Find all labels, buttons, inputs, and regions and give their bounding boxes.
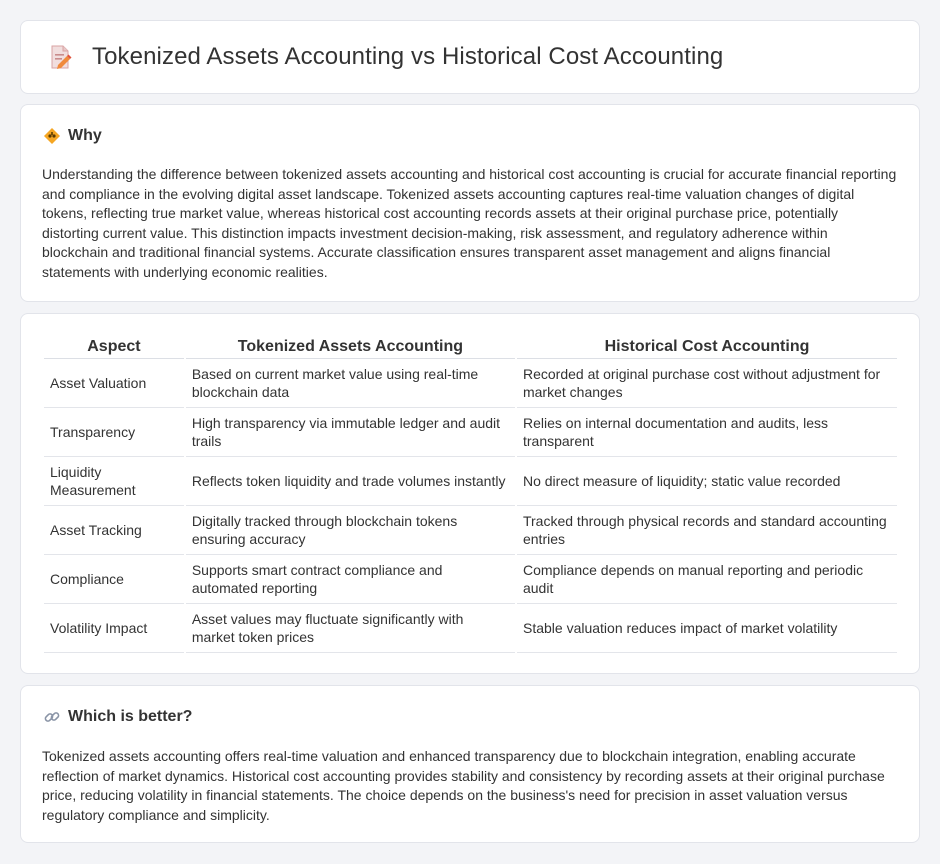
table-row <box>44 359 897 408</box>
table-row <box>44 408 897 457</box>
table-cell: Digitally tracked through blockchain tokens ensuring accuracy <box>186 506 515 555</box>
why-section <box>20 104 920 302</box>
table-cell: Compliance depends on manual reporting and periodic audit <box>517 555 897 604</box>
section-title: Why <box>68 127 102 144</box>
which-is-better-section <box>20 685 920 843</box>
column-header: Aspect <box>44 334 184 359</box>
table-cell: No direct measure of liquidity; static value recorded <box>517 457 897 506</box>
better-body: Tokenized assets accounting offers real-time valuation and enhanced transparency due to blockchain integration, enabling accurate reflection of market dynamics. Historical cost accounting provides stability and consistency by recording assets at their original purchase price, reducing volatility in financial statements. The choice depends on the business's need for precision in asset valuation versus regulatory compliance and simplicity. <box>42 748 885 823</box>
table-cell: Recorded at original purchase cost without adjustment for market changes <box>517 359 897 408</box>
table-row <box>44 506 897 555</box>
header-card <box>20 20 920 94</box>
table-cell: Relies on internal documentation and audits, less transparent <box>517 408 897 457</box>
table-row <box>44 457 897 506</box>
table-cell: Asset Valuation <box>44 359 184 408</box>
column-header: Tokenized Assets Accounting <box>186 334 515 359</box>
table-cell: Liquidity Measurement <box>44 457 184 506</box>
comparison-table <box>42 334 899 653</box>
table-cell: Tracked through physical records and standard accounting entries <box>517 506 897 555</box>
comparison-table-card <box>20 313 920 674</box>
document-pen-icon <box>46 43 74 71</box>
table-cell: High transparency via immutable ledger and audit trails <box>186 408 515 457</box>
link-icon <box>43 708 61 726</box>
table-cell: Reflects token liquidity and trade volumes instantly <box>186 457 515 506</box>
column-header: Historical Cost Accounting <box>517 334 897 359</box>
table-cell: Supports smart contract compliance and automated reporting <box>186 555 515 604</box>
lightbulb-diamond-icon <box>43 127 61 145</box>
table-cell: Asset Tracking <box>44 506 184 555</box>
table-cell: Based on current market value using real-time blockchain data <box>186 359 515 408</box>
table-cell: Volatility Impact <box>44 604 184 653</box>
table-cell: Asset values may fluctuate significantly with market token prices <box>186 604 515 653</box>
page-title: Tokenized Assets Accounting vs Historical Cost Accounting <box>92 43 724 70</box>
table-cell: Stable valuation reduces impact of market volatility <box>517 604 897 653</box>
table-header-row <box>44 334 897 359</box>
table-cell: Compliance <box>44 555 184 604</box>
section-title: Which is better? <box>68 708 193 725</box>
why-body: Understanding the difference between tokenized assets accounting and historical cost accounting is crucial for accurate financial reporting and compliance in the evolving digital asset landscape. Tokenized assets accounting captures real-time valuation changes of digital tokens, reflecting true market value, whereas historical cost accounting records assets at their original purchase price, potentially distorting current value. This distinction impacts investment decision-making, risk assessment, and regulatory adherence within blockchain and traditional financial systems. Accurate classification ensures transparent asset management and aligns financial statements with underlying economic realities. <box>42 166 897 280</box>
table-row <box>44 555 897 604</box>
table-row <box>44 604 897 653</box>
table-cell: Transparency <box>44 408 184 457</box>
